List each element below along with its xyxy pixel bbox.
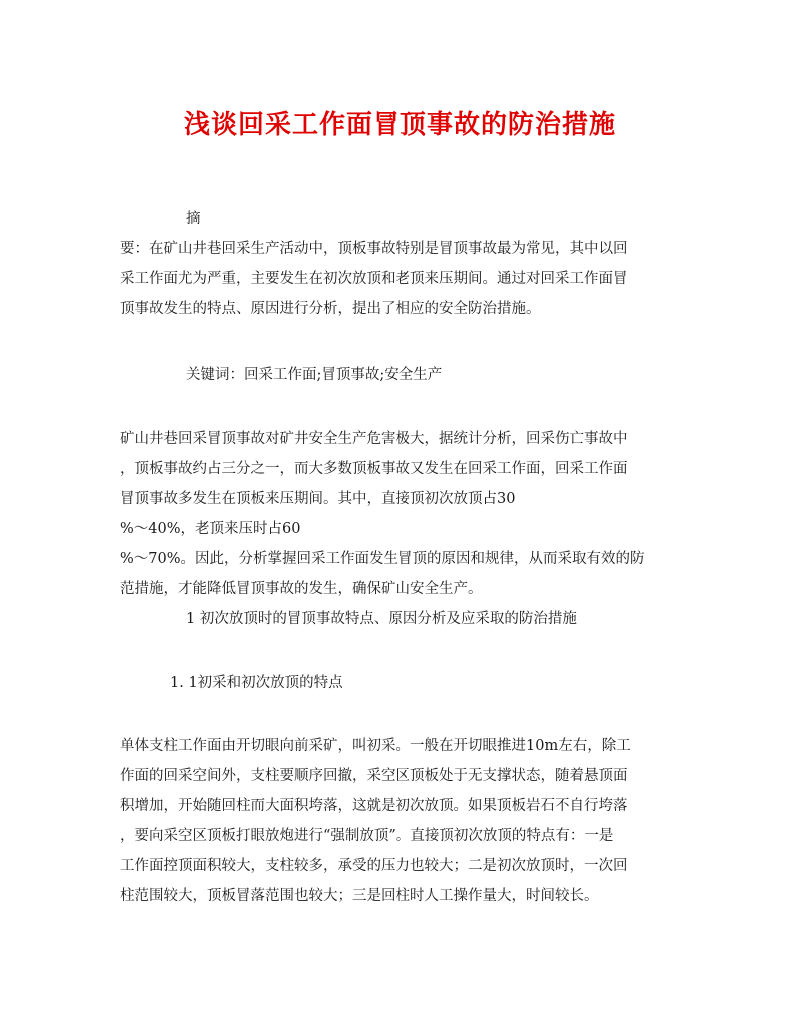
body-line: 柱范围较大，顶板冒落范围也较大；三是回柱时人工操作量大，时间较长。 (120, 888, 599, 904)
document-title: 浅谈回采工作面冒顶事故的防治措施 (183, 110, 616, 140)
intro-line: 范措施，才能降低冒顶事故的发生，确保矿山安全生产。 (120, 581, 483, 597)
intro-line: %～70%。因此，分析掌握回采工作面发生冒顶的原因和规律，从而采取有效的防 (120, 551, 645, 567)
body-line: 单体支柱工作面由开切眼向前采矿，叫初采。一般在开切眼推进10m左右，除工 (120, 738, 631, 754)
abstract-line: 采工作面尤为严重，主要发生在初次放顶和老顶来压期间。通过对回采工作面冒 (120, 271, 628, 287)
body-line: 工作面控顶面积较大，支柱较多，承受的压力也较大；二是初次放顶时，一次回 (120, 858, 628, 874)
body-line: ，要向采空区顶板打眼放炮进行“强制放顶”。直接顶初次放顶的特点有：一是 (120, 828, 614, 844)
body-line: 作面的回采空间外，支柱要顺序回撤，采空区顶板处于无支撑状态，随着悬顶面 (120, 768, 628, 784)
section-1-1-heading: 1. 1初采和初次放顶的特点 (170, 675, 343, 691)
body-line: 积增加，开始随回柱而大面积垮落，这就是初次放顶。如果顶板岩石不自行垮落 (120, 798, 628, 814)
intro-line: %～40%，老顶来压时占60 (120, 521, 301, 537)
abstract-line: 要：在矿山井巷回采生产活动中，顶板事故特别是冒顶事故最为常见，其中以回 (120, 241, 628, 257)
intro-line: 矿山井巷回采冒顶事故对矿井安全生产危害极大，据统计分析，回采伤亡事故中 (120, 431, 628, 447)
intro-line: 冒顶事故多发生在顶板来压期间。其中，直接顶初次放顶占30 (120, 491, 516, 507)
section-1-heading: 1 初次放顶时的冒顶事故特点、原因分析及应采取的防治措施 (186, 611, 577, 627)
intro-line: ，顶板事故约占三分之一，而大多数顶板事故又发生在回采工作面，回采工作面 (120, 461, 628, 477)
abstract-line: 顶事故发生的特点、原因进行分析，提出了相应的安全防治措施。 (120, 301, 541, 317)
keywords: 关键词：回采工作面;冒顶事故;安全生产 (186, 367, 443, 383)
abstract-label: 摘 (186, 211, 201, 227)
